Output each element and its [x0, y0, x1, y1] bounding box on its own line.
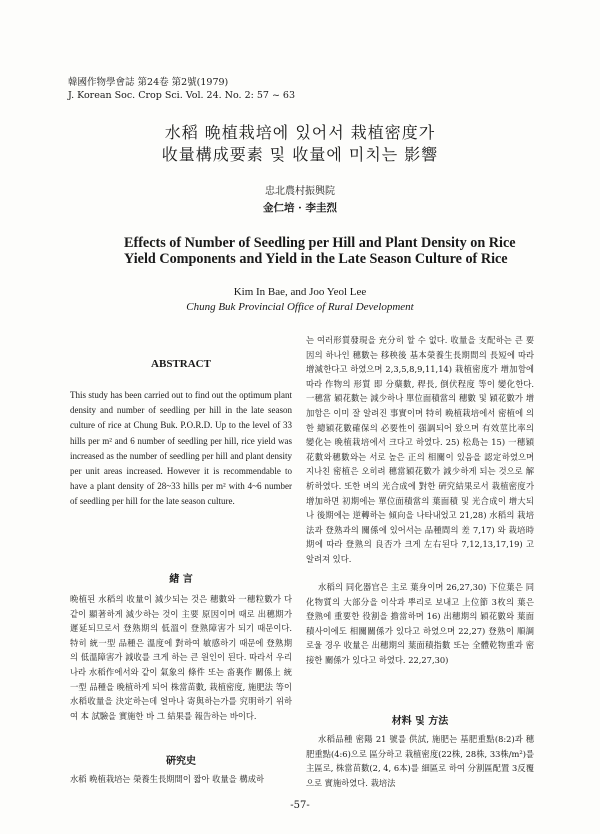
authors-korean: 金仁培 · 李圭烈: [263, 202, 337, 214]
intro-heading: 緖 言: [169, 574, 193, 585]
authors-english: Kim In Bae, and Joo Yeol Lee: [233, 286, 367, 298]
intro-body: 晩植된 水稻의 收量이 減少되는 것은 穗數와 一穗粒數가 다같이 顯著하게 減少하는 것이 主要 原因이며 때로 出穗期가 遲延되므로서 登熟期의 低溫이 登熟障害가 되기 때문이다. 特히 統一型 品種은 溫度에 對하여 敏感하기 때문에 登熟期의 低溫障害가 減收를 크게 하는 큰 원인이 된다. 따라서 우리나라 水稻作에서와 같이 氣象의 條件 또는 畓裏作 關係上 統一型 品種을 晩植하게 되어 株當苗數, 栽植密度, 施肥法 等이 水稻收量을 決定하는데 얼마나 寄與하는가를 究明하기 위하여 本 試驗을 實施한 바 그 結果를 報告하는 바이다.: [70, 594, 292, 721]
right-column-paragraph-3: 水稻品種 密陽 21 號를 供試, 施肥는 基肥重點(8:2)과 穗肥重點(4:6)으로 區分하고 栽植密度(22株, 28株, 33株/m²)를 主區로, 株當苗數(2, 4, 6本)를 細區로 하여 分割區配置 3反覆으로 實施하였다. 栽培法: [306, 734, 534, 788]
affiliation-english: Chung Buk Provincial Office of Rural Development: [186, 301, 414, 313]
korean-title: [0, 122, 600, 166]
abstract-heading: ABSTRACT: [151, 358, 211, 370]
right-column-paragraph-1: 는 여러形質發現을 充分히 할 수 없다. 收量을 支配하는 큰 要因의 하나인 穗數는 移秧後 基本榮養生長期間의 長短에 따라 增減한다고 하였으며 2,3,5,8,9,11,14) 栽植密度가 增加함에 따라 作物의 形質 即 分蘖數, 稈長, 倒伏程度 等이 變化한다. 一穗當 穎花數는 減少하나 單位面積當의 穗數 및 穎花數가 增加함은 이미 잘 알려진 事實이며 特히 晩植栽培에서 密植에 의한 總穎花數確保의 必要性이 强調되어 왔으며 有效莖比率의 變化는 晩植栽培에서 크다고 하였다. 25) 松島는 15) 一穗穎花數와穗數와는 서로 높은 正의 相關이 있음을 認定하였으며 지나친 密植은 오히려 穗當穎花數가 減少하게 되는 것으로 解析하였다. 또한 벼의 光合成에 對한 硏究結果로서 栽植密度가 增加하면 初期에는 單位面積當의 葉面積 및 光合成이 增大되나 後期에는 逆轉하는 傾向을 나타내었고 21,28) 水稻의 栽培法과 登熟과의 關係에 있어서는 品種間의 差 7,17) 와 栽培時期에 따라 登熟의 良否가 크게 左右된다 7,12,13,17,19) 고 알려져 있다.: [306, 335, 534, 564]
english-title: Effects of Number of Seedling per Hill and Plant Density on Rice Yield Components and Yield in the Late Season Culture of Rice: [124, 235, 516, 267]
right-column-paragraph-2: 水稻의 同化器官은 主로 葉身이며 26,27,30) 下位葉은 同化物質의 大部分을 이삭과 뿌리로 보내고 上位節 3枚의 葉은 登熟에 重要한 役割을 擔當하며 16) 出穗期의 穎花數와 葉面積사이에도 相關關係가 있다고 하였으며 22,27) 登熟이 順調로울 경우 收量은 出穗期의 葉面積指數 또는 全體乾物重과 密接한 關係가 있다고 하였다. 22,27,30): [306, 582, 534, 665]
institution-korean: 忠北農村振興院: [265, 186, 335, 197]
korean-title-line1: 水稻 晩植栽培에 있어서 栽植密度가: [164, 123, 436, 142]
abstract-body: This study has been carried out to find out the optimum plant density and number of seedling per hill in the late season culture of rice at Chung Buk. P.O.R.D. Up to the level of 33 hills per m² and 6 number of seedling per hill, rice yield was increased as the number of seedling per hill and plant density per unit areas increased. However it is recommendable to have a plant density of 28~33 hills per m² with 4~6 number of seedling per hill for the late season culture.: [70, 390, 292, 507]
methods-heading: 材料 및 方法: [391, 716, 449, 727]
journal-header: [68, 76, 295, 102]
journal-line-english: J. Korean Soc. Crop Sci. Vol. 24. No. 2: 57 ~ 63: [68, 90, 296, 101]
history-heading: 硏究史: [166, 756, 196, 767]
page-number: -57-: [290, 800, 310, 811]
journal-line-korean: 韓國作物學會誌 第24卷 第2號(1979): [68, 77, 229, 88]
korean-title-line2: 收量構成要素 및 收量에 미치는 影響: [161, 145, 439, 164]
history-body: 水稻 晩植栽培는 榮養生長期間이 짧아 收量을 構成하: [70, 774, 265, 784]
